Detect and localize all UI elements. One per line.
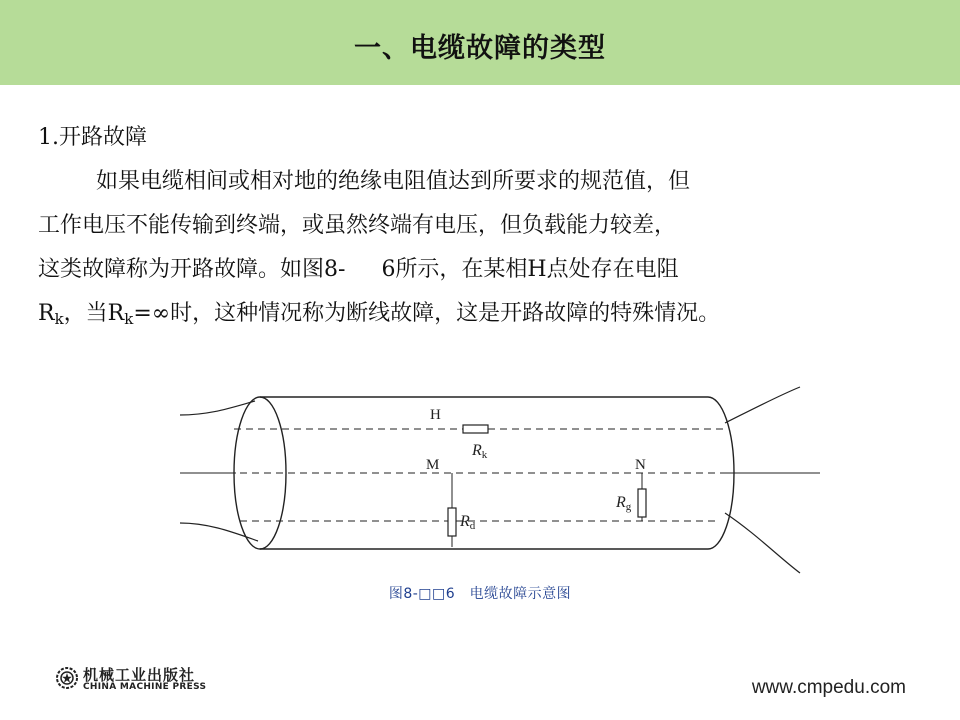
paragraph-line-3-part-a: 这类故障称为开路故障。如图8- (38, 257, 346, 282)
label-rg (615, 494, 632, 513)
paragraph-line-4-end: =∞时，这种情况称为断线故障，这是开路故障的特殊情况。 (133, 301, 721, 326)
resistor-rk (463, 425, 488, 433)
label-rg-sub: g (625, 501, 632, 513)
label-h: H (430, 407, 441, 423)
paragraph-line-1: 如果电缆相间或相对地的绝缘电阻值达到所要求的规范值，但 (96, 169, 691, 194)
slide-title: 一、电缆故障的类型 (354, 33, 606, 64)
label-rk-main: R (472, 442, 482, 459)
paragraph-line-2: 工作电压不能传输到终端，或虽然终端有电压，但负载能力较差， (38, 213, 677, 238)
symbol-k-subscript-2: k (124, 310, 134, 328)
label-rg-main: R (616, 494, 626, 511)
figure-caption: 图8-□□6 电缆故障示意图 (388, 586, 572, 602)
website-url: www.cmpedu.com (751, 677, 906, 698)
symbol-r: R (38, 301, 55, 326)
resistor-rg (638, 489, 646, 517)
cable-outer-top-right (725, 387, 800, 423)
logo-english-name: CHINA MACHINE PRESS (83, 682, 207, 692)
paragraph-line-4-mid: ，当R (63, 301, 125, 326)
label-m: M (426, 457, 440, 473)
logo-chinese-name: 机械工业出版社 (83, 666, 196, 684)
paragraph-line-3 (38, 248, 928, 292)
slide-content (38, 116, 928, 336)
label-rd-main: R (460, 513, 470, 530)
symbol-k-subscript: k (54, 310, 64, 328)
label-rd-sub: d (469, 520, 476, 532)
gear-emblem-icon (55, 666, 79, 690)
publisher-logo (55, 664, 225, 694)
label-n: N (635, 457, 646, 473)
title-bar (0, 0, 960, 85)
resistor-rd (448, 508, 456, 536)
cable-fault-diagram (180, 383, 820, 583)
label-rk-sub: k (481, 449, 488, 461)
section-heading: 1.开路故障 (38, 125, 147, 150)
cable-outer-bottom-right (725, 513, 800, 573)
paragraph-line-4 (38, 292, 928, 336)
label-rd (459, 513, 476, 532)
paragraph-line-3-part-b: 6所示，在某相H点处存在电阻 (381, 257, 679, 282)
label-rk (471, 442, 488, 461)
